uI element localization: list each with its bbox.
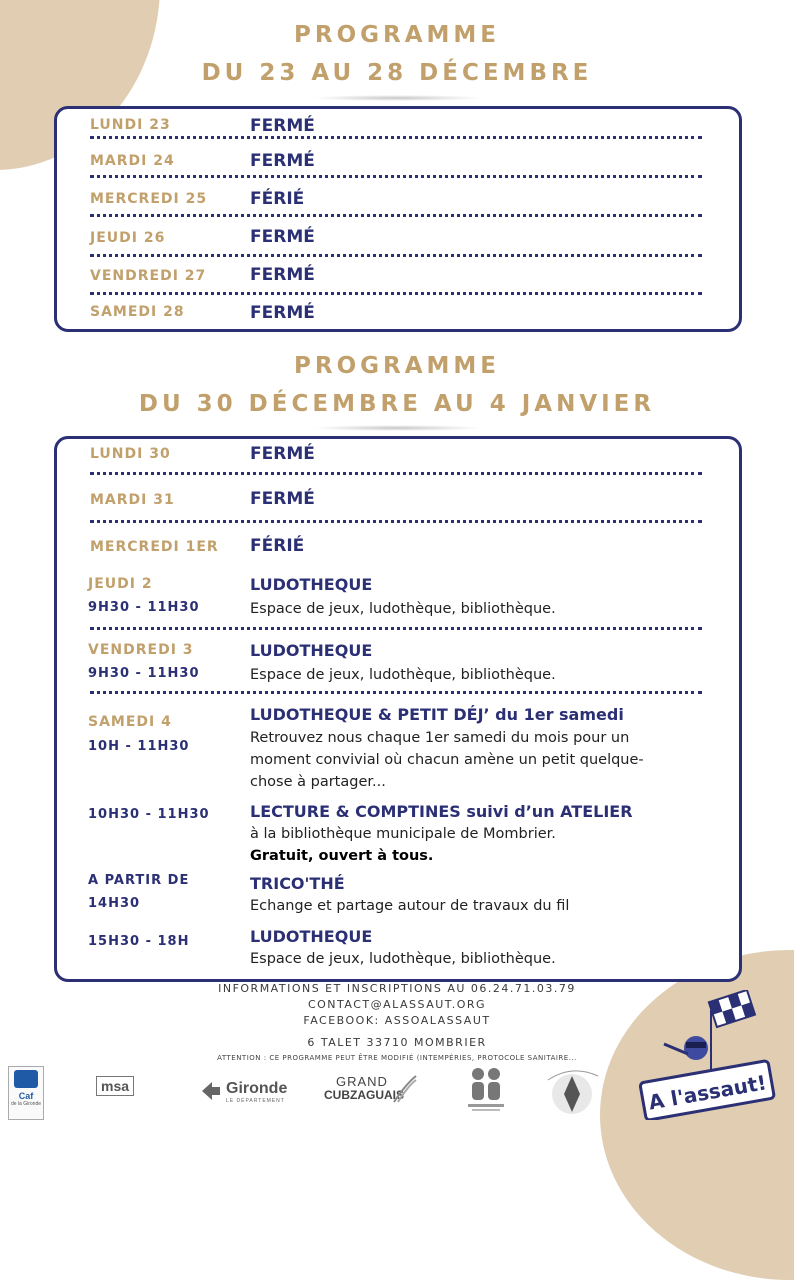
dotted-divider [90,472,702,475]
time-label: 14H30 [88,896,141,911]
activity-description: chose à partager... [250,774,386,790]
dotted-divider [90,175,702,178]
status-label: FERMÉ [250,227,315,247]
activity-title: TRICO'THÉ [250,874,345,893]
day-label: MERCREDI 25 [90,191,208,207]
dotted-divider [90,136,702,139]
activity-description: Echange et partage autour de travaux du fil [250,898,570,914]
status-label: FÉRIÉ [250,536,305,556]
grand-cubzaguais-swoosh-icon [392,1074,418,1104]
activity-description: Espace de jeux, ludothèque, bibliothèque. [250,667,556,683]
day-label: JEUDI 2 [88,576,153,592]
dotted-divider [90,627,702,630]
activity-title: LUDOTHEQUE [250,927,373,946]
activity-note: Gratuit, ouvert à tous. [250,848,434,864]
day-label: MARDI 24 [90,153,175,169]
activity-title: LUDOTHEQUE & PETIT DÉJ’ du 1er samedi [250,705,624,724]
cubzaguais-logo-text: CUBZAGUAIS [324,1088,404,1102]
activity-description: moment convivial où chacun amène un petit quelque- [250,752,644,768]
dotted-divider [90,292,702,295]
time-label: 9H30 - 11H30 [88,600,200,615]
day-label: VENDREDI 3 [88,642,194,658]
day-label: LUNDI 30 [90,446,171,462]
time-label: 10H - 11H30 [88,739,190,754]
caf-logo-subtext: de la Gironde [10,1101,42,1107]
alassaut-logo-text: A l'assaut! [646,1070,769,1115]
status-label: FERMÉ [250,116,315,136]
info-line: INFORMATIONS ET INSCRIPTIONS AU 06.24.71.03.79 [218,982,576,995]
dotted-divider [90,520,702,523]
time-label: 15H30 - 18H [88,934,190,949]
caf-logo [8,1066,44,1120]
activity-title: LECTURE & COMPTINES suivi d’un ATELIER [250,802,633,821]
gironde-logo-text: Gironde [226,1080,288,1097]
section2-subtitle: DU 30 DÉCEMBRE AU 4 JANVIER [138,391,656,417]
grand-logo-text: GRAND [336,1074,388,1089]
gironde-logo-subtext: LE DÉPARTEMENT [226,1098,285,1104]
activity-title: LUDOTHEQUE [250,641,373,660]
time-label: 10H30 - 11H30 [88,807,210,822]
day-label: JEUDI 26 [90,230,166,246]
day-label: SAMEDI 4 [88,714,172,730]
caf-emblem-icon [14,1070,38,1088]
status-label: FERMÉ [250,489,315,509]
day-label: LUNDI 23 [90,117,171,133]
gironde-arrow-icon [200,1080,222,1102]
time-label: 9H30 - 11H30 [88,666,200,681]
grand-cubzaguais-logo [322,1074,422,1110]
status-label: FERMÉ [250,265,315,285]
msa-logo-text: msa [96,1076,134,1096]
gironde-logo [200,1080,295,1110]
disclaimer-note: ATTENTION : CE PROGRAMME PEUT ÊTRE MODIFIÉ (INTEMPÉRIES, PROTOCOLE SANITAIRE... [217,1054,577,1062]
dotted-divider [90,691,702,694]
day-label: SAMEDI 28 [90,304,185,320]
address: 6 TALET 33710 MOMBRIER [307,1036,487,1049]
activity-description: à la bibliothèque municipale de Mombrier. [250,826,556,842]
day-label: VENDREDI 27 [90,268,207,284]
schedule-box-1 [54,106,742,332]
activity-description: Espace de jeux, ludothèque, bibliothèque. [250,601,556,617]
dotted-divider [90,214,702,217]
msa-logo [96,1076,186,1120]
badge-logo [540,1062,604,1118]
alassaut-logo [624,990,784,1120]
title-underline [312,425,482,431]
section2-title: PROGRAMME [294,353,500,379]
reaap-logo [448,1064,520,1114]
activity-title: LUDOTHEQUE [250,575,373,594]
caf-logo-text: Caf [18,1091,34,1101]
day-label: MARDI 31 [90,492,175,508]
status-label: FERMÉ [250,151,315,171]
status-label: FÉRIÉ [250,189,305,209]
status-label: FERMÉ [250,444,315,464]
activity-description: Retrouvez nous chaque 1er samedi du mois pour un [250,730,630,746]
section1-title: PROGRAMME [294,22,500,48]
facebook-handle: FACEBOOK: ASSOALASSAUT [303,1014,491,1027]
status-label: FERMÉ [250,303,315,323]
time-label: A PARTIR DE [88,873,190,888]
dotted-divider [90,254,702,257]
day-label: MERCREDI 1ER [90,539,219,555]
section1-subtitle: DU 23 AU 28 DÉCEMBRE [201,60,593,86]
activity-description: Espace de jeux, ludothèque, bibliothèque. [250,951,556,967]
contact-email: CONTACT@ALASSAUT.ORG [307,998,487,1011]
title-underline [312,95,482,101]
